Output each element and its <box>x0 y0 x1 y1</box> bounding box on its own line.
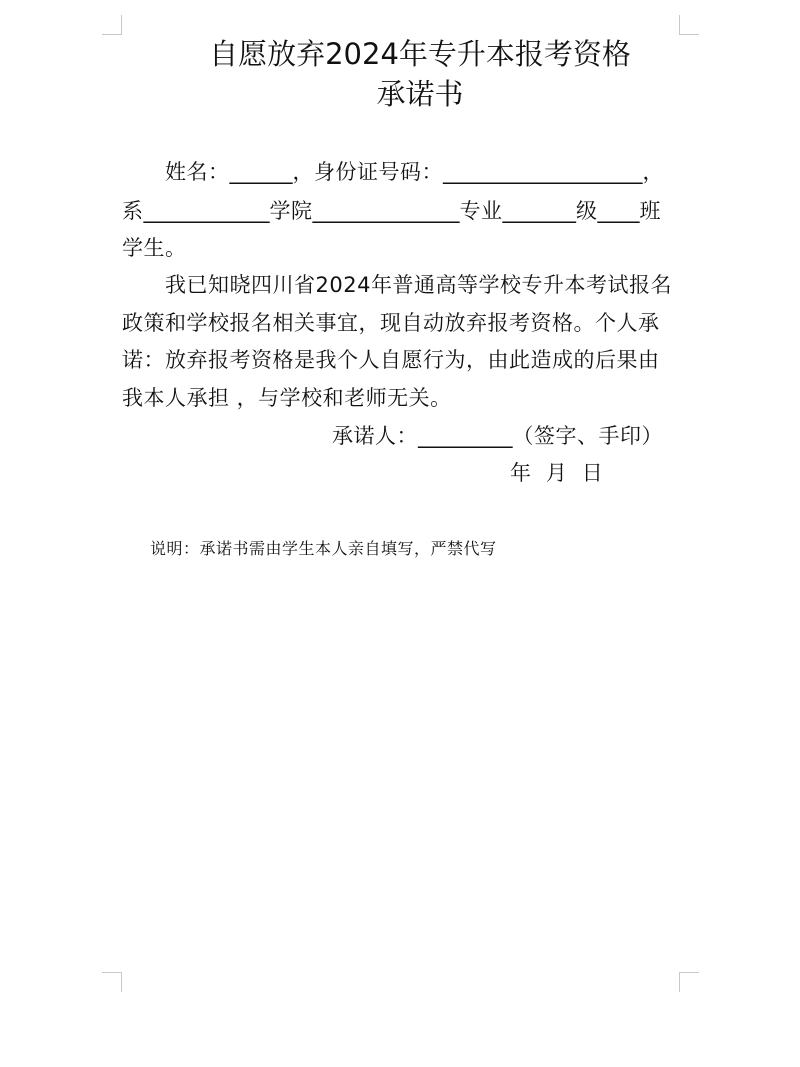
signature-line <box>332 421 663 451</box>
college-label: 学院 <box>269 199 313 223</box>
major-blank[interactable]: _______ <box>502 199 576 223</box>
body-line-1: 我已知晓四川省2024年普通高等学校专升本考试报名 <box>165 273 672 297</box>
body-line-3: 诺：放弃报考资格是我个人自愿行为，由此造成的后果由 <box>122 348 660 372</box>
body-line-4: 我本人承担 ，与学校和老师无关。 <box>122 386 452 410</box>
college-blank[interactable]: ______________ <box>312 199 460 223</box>
major-label: 专业 <box>459 199 503 223</box>
signature-blank[interactable]: _________ <box>418 424 513 448</box>
document-subtitle: 承诺书 <box>376 77 464 111</box>
department-label: 系 <box>122 199 144 223</box>
signature-label: 承诺人： <box>332 424 418 448</box>
page-corner-mark-bottom-left <box>102 972 122 992</box>
id-label: ，身份证号码： <box>292 160 443 184</box>
name-label: 姓名： <box>165 160 230 184</box>
info-line-1 <box>165 157 664 187</box>
date-line[interactable]: 年 月 日 <box>510 461 604 485</box>
name-blank[interactable]: ______ <box>229 160 293 184</box>
info-line-2 <box>122 196 661 226</box>
student-label: 学生。 <box>122 236 187 260</box>
grade-blank[interactable]: ____ <box>597 199 640 223</box>
signature-hint: （签字、手印） <box>512 424 663 448</box>
page-corner-mark-top-left <box>102 15 122 35</box>
id-end-comma: ， <box>642 160 664 184</box>
body-line-2: 政策和学校报名相关事宜，现自动放弃报考资格。个人承 <box>122 311 660 335</box>
instruction-note: 说明：承诺书需由学生本人亲自填写，严禁代写 <box>150 539 497 558</box>
grade-label: 级 <box>576 199 598 223</box>
document-title: 自愿放弃2024年专升本报考资格 <box>209 37 631 71</box>
id-number-blank[interactable]: ___________________ <box>443 160 643 184</box>
department-blank[interactable]: ____________ <box>143 199 270 223</box>
class-label: 班 <box>639 199 661 223</box>
page-corner-mark-bottom-right <box>679 972 699 992</box>
page-corner-mark-top-right <box>679 15 699 35</box>
